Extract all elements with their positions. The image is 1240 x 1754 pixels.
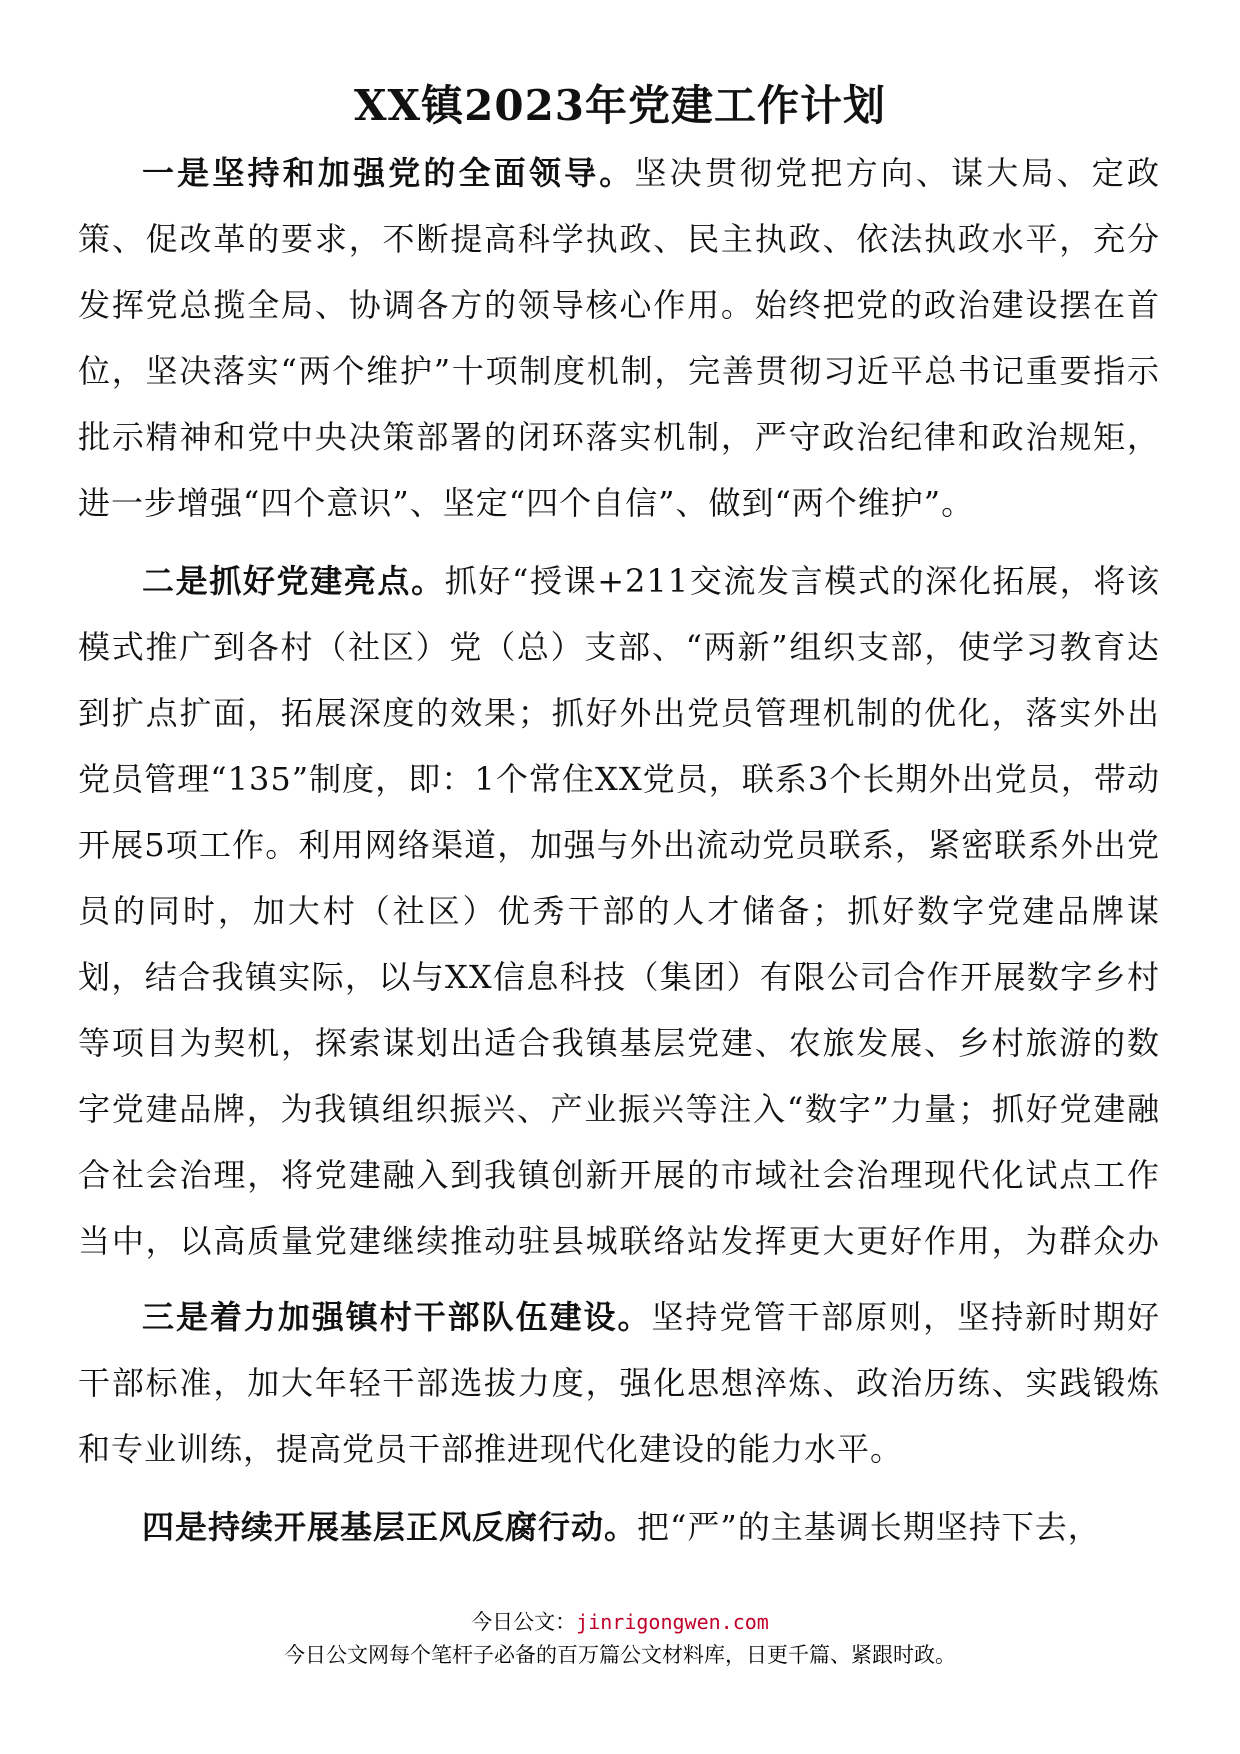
paragraph-3-text: 坚持党管干部原则，坚持新时期好干部标准，加大年轻干部选拔力度，强化思想淬炼、政治历练、实践锻炼和专业训练，提高党员干部推进现代化建设的能力水平。 <box>78 1298 1160 1468</box>
page-footer <box>0 1606 1240 1672</box>
paragraph-2 <box>78 548 1160 1272</box>
document-title: XX镇2023年党建工作计划 <box>353 81 887 130</box>
paragraph-4-lead: 四是持续开展基层正风反腐行动。 <box>142 1508 638 1546</box>
paragraph-3-lead: 三是着力加强镇村干部队伍建设。 <box>142 1298 652 1336</box>
paragraph-1-text: 坚决贯彻党把方向、谋大局、定政策、促改革的要求，不断提高科学执政、民主执政、依法执政水平，充分发挥党总揽全局、协调各方的领导核心作用。始终把党的政治建设摆在首位，坚决落实“两个维护”十项制度机制，完善贯彻习近平总书记重要指示批示精神和党中央决策部署的闭环落实机制，严守政治纪律和政治规矩，进一步增强“四个意识”、坚定“四个自信”、做到“两个维护”。 <box>78 154 1160 522</box>
footer-site-link[interactable]: jinrigongwen.com <box>576 1610 769 1634</box>
paragraph-1 <box>78 140 1160 536</box>
footer-slogan: 今日公文网每个笔杆子必备的百万篇公文材料库，日更千篇、紧跟时政。 <box>284 1643 956 1667</box>
paragraph-2-text: 抓好“授课+211交流发言模式的深化拓展，将该模式推广到各村（社区）党（总）支部、“两新”组织支部，使学习教育达到扩点扩面，拓展深度的效果；抓好外出党员管理机制的优化，落实外出党员管理“135”制度，即：1个常住XX党员，联系3个长期外出党员，带动开展5项工作。利用网络渠道，加强与外出流动党员联系，紧密联系外出党员的同时，加大村（社区）优秀干部的人才储备；抓好数字党建品牌谋划，结合我镇实际，以与XX信息科技（集团）有限公司合作开展数字乡村等项目为契机，探索谋划出适合我镇基层党建、农旅发展、乡村旅游的数字党建品牌，为我镇组织振兴、产业振兴等注入“数字”力量；抓好党建融合社会治理，将党建融入到我镇创新开展的市域社会治理现代化试点工作当中，以高质量党建继续推动驻县城联络站发挥更大更好作用，为群众办 <box>78 562 1160 1260</box>
paragraph-3 <box>78 1284 1160 1482</box>
paragraph-1-lead: 一是坚持和加强党的全面领导。 <box>142 154 635 192</box>
paragraph-4-text: 把“严”的主基调长期坚持下去， <box>637 1508 1101 1546</box>
paragraph-2-lead: 二是抓好党建亮点。 <box>142 562 445 600</box>
document-body <box>78 140 1160 1560</box>
footer-site-label: 今日公文： <box>471 1610 577 1634</box>
footer-site-line <box>0 1606 1240 1638</box>
paragraph-4 <box>78 1494 1160 1560</box>
